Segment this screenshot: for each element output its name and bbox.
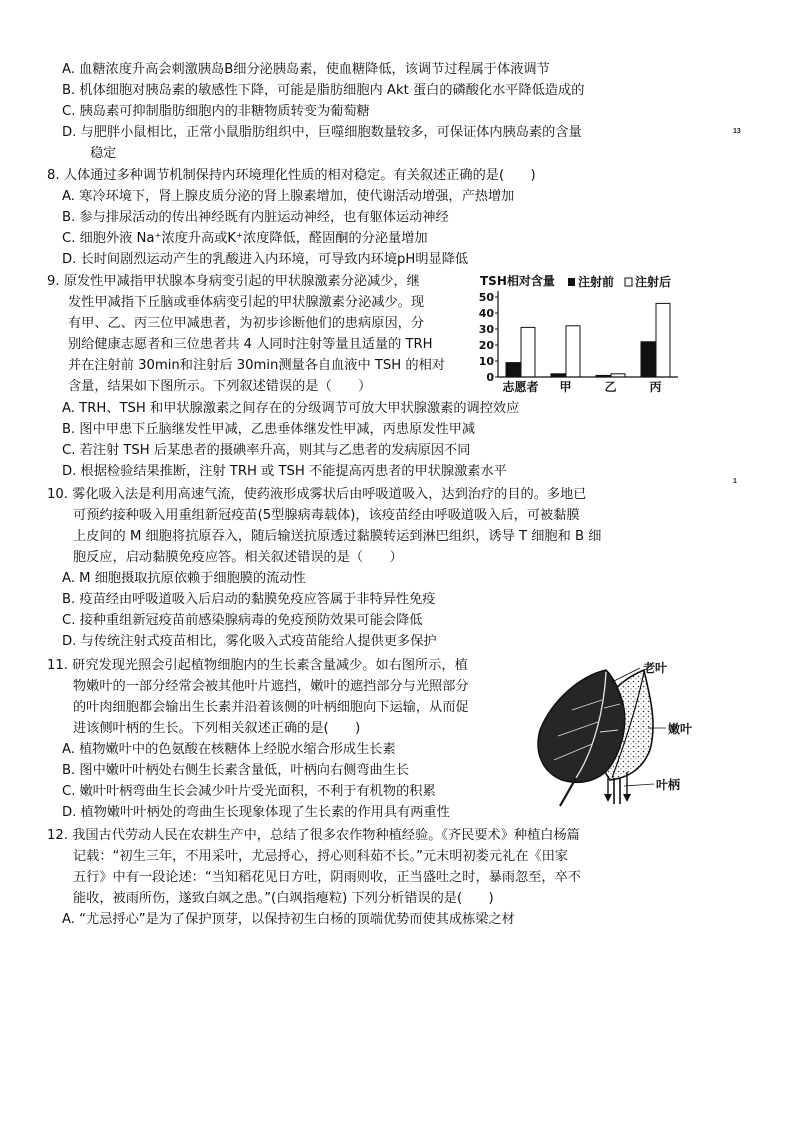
- q10-stem-line: 可预约接种吸入用重组新冠疫苗(5型腺病毒载体)，该疫苗经由呼吸道吸入后，可被黏膜: [73, 508, 580, 523]
- legend-swatch-after: [625, 278, 632, 286]
- leaf-figure: [532, 660, 708, 816]
- q9-option-c: C. 若注射 TSH 后某患者的摄碘率升高，则其与乙患者的发病原因不同: [62, 443, 471, 458]
- q8-option-c: C. 细胞外液 Na⁺浓度升高或K⁺浓度降低，醛固酮的分泌量增加: [62, 231, 428, 246]
- y-tick-label: 10: [478, 355, 494, 368]
- margin-mark: 13: [733, 128, 741, 135]
- bar-after: [656, 303, 670, 377]
- q8-option-b: B. 参与排尿活动的传出神经既有内脏运动神经，也有躯体运动神经: [62, 210, 449, 225]
- bar-before: [506, 363, 520, 377]
- bar-after: [521, 327, 535, 377]
- q9-stem-line: 别给健康志愿者和三位患者共 4 人同时注射等量且适量的 TRH: [68, 337, 433, 352]
- x-category-label: 乙: [604, 380, 617, 394]
- q9-stem-line: 发性甲减指下丘脑或垂体病变引起的甲状腺激素分泌减少。现: [68, 295, 425, 310]
- q11-option-d: D. 植物嫩叶叶柄处的弯曲生长现象体现了生长素的作用具有两重性: [62, 805, 450, 820]
- q11-stem-line: 进该侧叶柄的生长。下列相关叙述正确的是( ): [73, 721, 361, 736]
- q10-stem-line: 10. 雾化吸入法是利用高速气流，使药液形成雾状后由呼吸道吸入，达到治疗的目的。多地已: [47, 487, 587, 502]
- chart-legend: [568, 274, 671, 289]
- legend-swatch-before: [568, 278, 575, 286]
- q9-stem-line: 含量，结果如下图所示。下列叙述错误的是（ ）: [68, 379, 372, 394]
- label-young-leaf: 嫩叶: [668, 722, 693, 736]
- q11-stem-line: 11. 研究发现光照会引起植物细胞内的生长素含量减少。如右图所示，植: [47, 658, 468, 673]
- q7-option-b: B. 机体细胞对胰岛素的敏感性下降，可能是脂肪细胞内 Akt 蛋白的磷酸化水平降低造成的: [62, 83, 585, 98]
- q9-option-d: D. 根据检验结果推断，注射 TRH 或 TSH 不能提高丙患者的甲状腺激素水平: [62, 464, 507, 479]
- y-tick-label: 40: [478, 307, 494, 320]
- q10-option-d: D. 与传统注射式疫苗相比，雾化吸入式疫苗能给人提供更多保护: [62, 634, 437, 649]
- q9-option-a: A. TRH、TSH 和甲状腺激素之间存在的分级调节可放大甲状腺激素的调控效应: [62, 401, 520, 416]
- q10-stem-line: 胞反应，启动黏膜免疫应答。相关叙述错误的是（ ）: [73, 550, 403, 565]
- label-petiole: 叶柄: [656, 778, 681, 792]
- legend-label-after: 注射后: [635, 275, 672, 289]
- y-tick-label: 0: [486, 371, 494, 384]
- q7-option-c: C. 胰岛素可抑制脂肪细胞内的非糖物质转变为葡萄糖: [62, 104, 370, 119]
- x-category-label: 志愿者: [502, 380, 539, 394]
- q7-option-a: A. 血糖浓度升高会刺激胰岛B细分泌胰岛素，使血糖降低，该调节过程属于体液调节: [62, 62, 550, 77]
- q10-option-c: C. 接种重组新冠疫苗前感染腺病毒的免疫预防效果可能会降低: [62, 613, 423, 628]
- y-tick-label: 50: [478, 291, 494, 304]
- q12-stem-line: 五行》中有一段论述：“当知稻花见日方吐，阴雨则收，正当盛吐之时，暴雨忽至，卒不: [73, 870, 581, 885]
- q12-stem-line: 能收，被雨所伤，遂致白飒之患。”(白飒指瘪粒) 下列分析错误的是( ): [73, 891, 494, 906]
- y-tick-label: 20: [478, 339, 494, 352]
- q12-stem-line: 12. 我国古代劳动人民在农耕生产中，总结了很多农作物种植经验。《齐民要术》种植白杨篇: [47, 828, 580, 843]
- q10-stem-line: 上皮间的 M 细胞将抗原吞入，随后输送抗原透过黏膜转运到淋巴组织，诱导 T 细胞和 B 细: [73, 529, 602, 544]
- q9-option-b: B. 图中甲患下丘脑继发性甲减，乙患垂体继发性甲减，丙患原发性甲减: [62, 422, 476, 437]
- x-category-label: 丙: [649, 380, 662, 394]
- q8-option-d: D. 长时间剧烈运动产生的乳酸进入内环境，可导致内环境pH明显降低: [62, 252, 469, 267]
- q10-option-a: A. M 细胞摄取抗原依赖于细胞膜的流动性: [62, 571, 306, 586]
- legend-label-before: 注射前: [578, 275, 615, 289]
- q9-stem-line: 并在注射前 30min和注射后 30min测量各自血液中 TSH 的相对: [68, 358, 445, 373]
- chart-ylabel: TSH相对含量: [480, 274, 555, 288]
- q11-option-c: C. 嫩叶叶柄弯曲生长会减少叶片受光面积，不利于有机物的积累: [62, 784, 436, 799]
- tsh-bar-chart: [472, 271, 684, 399]
- q11-stem-line: 的叶肉细胞都会输出生长素并沿着该侧的叶柄细胞向下运输，从而促: [73, 700, 469, 715]
- q8-option-a: A. 寒冷环境下，肾上腺皮质分泌的肾上腺素增加，使代谢活动增强，产热增加: [62, 189, 515, 204]
- q11-option-a: A. 植物嫩叶中的色氨酸在核糖体上经脱水缩合形成生长素: [62, 742, 396, 757]
- q7-option-d-cont: 稳定: [90, 146, 117, 161]
- x-category-label: 甲: [559, 380, 572, 394]
- q7-option-d: D. 与肥胖小鼠相比，正常小鼠脂肪组织中，巨噬细胞数量较多，可保证体内胰岛素的含量: [62, 125, 582, 140]
- y-tick-label: 30: [478, 323, 494, 336]
- label-old-leaf: 老叶: [643, 661, 668, 675]
- q12-stem-line: 记载：“初生三年，不用采叶，尤忌捋心，捋心则科茹不长。”元末明初娄元礼在《田家: [73, 849, 568, 864]
- bar-after: [566, 326, 580, 377]
- q9-stem-line: 有甲、乙、丙三位甲减患者，为初步诊断他们的患病原因，分: [68, 316, 425, 331]
- q8-stem: 8. 人体通过多种调节机制保持内环境理化性质的相对稳定。有关叙述正确的是( ): [47, 168, 536, 183]
- q11-stem-line: 物嫩叶的一部分经常会被其他叶片遮挡，嫩叶的遮挡部分与光照部分: [73, 679, 469, 694]
- q11-option-b: B. 图中嫩叶叶柄处右侧生长素含量低，叶柄向右侧弯曲生长: [62, 763, 410, 778]
- bar-before: [641, 342, 655, 377]
- q9-stem-line: 9. 原发性甲减指甲状腺本身病变引起的甲状腺激素分泌减少，继: [47, 274, 420, 289]
- q12-option-a: A. “尤忌捋心”是为了保护顶芽，以保持初生白杨的顶端优势而使其成栋梁之材: [62, 912, 515, 927]
- old-leaf-shape: [538, 670, 625, 782]
- q10-option-b: B. 疫苗经由呼吸道吸入后启动的黏膜免疫应答属于非特异性免疫: [62, 592, 436, 607]
- margin-mark: 1: [733, 478, 737, 485]
